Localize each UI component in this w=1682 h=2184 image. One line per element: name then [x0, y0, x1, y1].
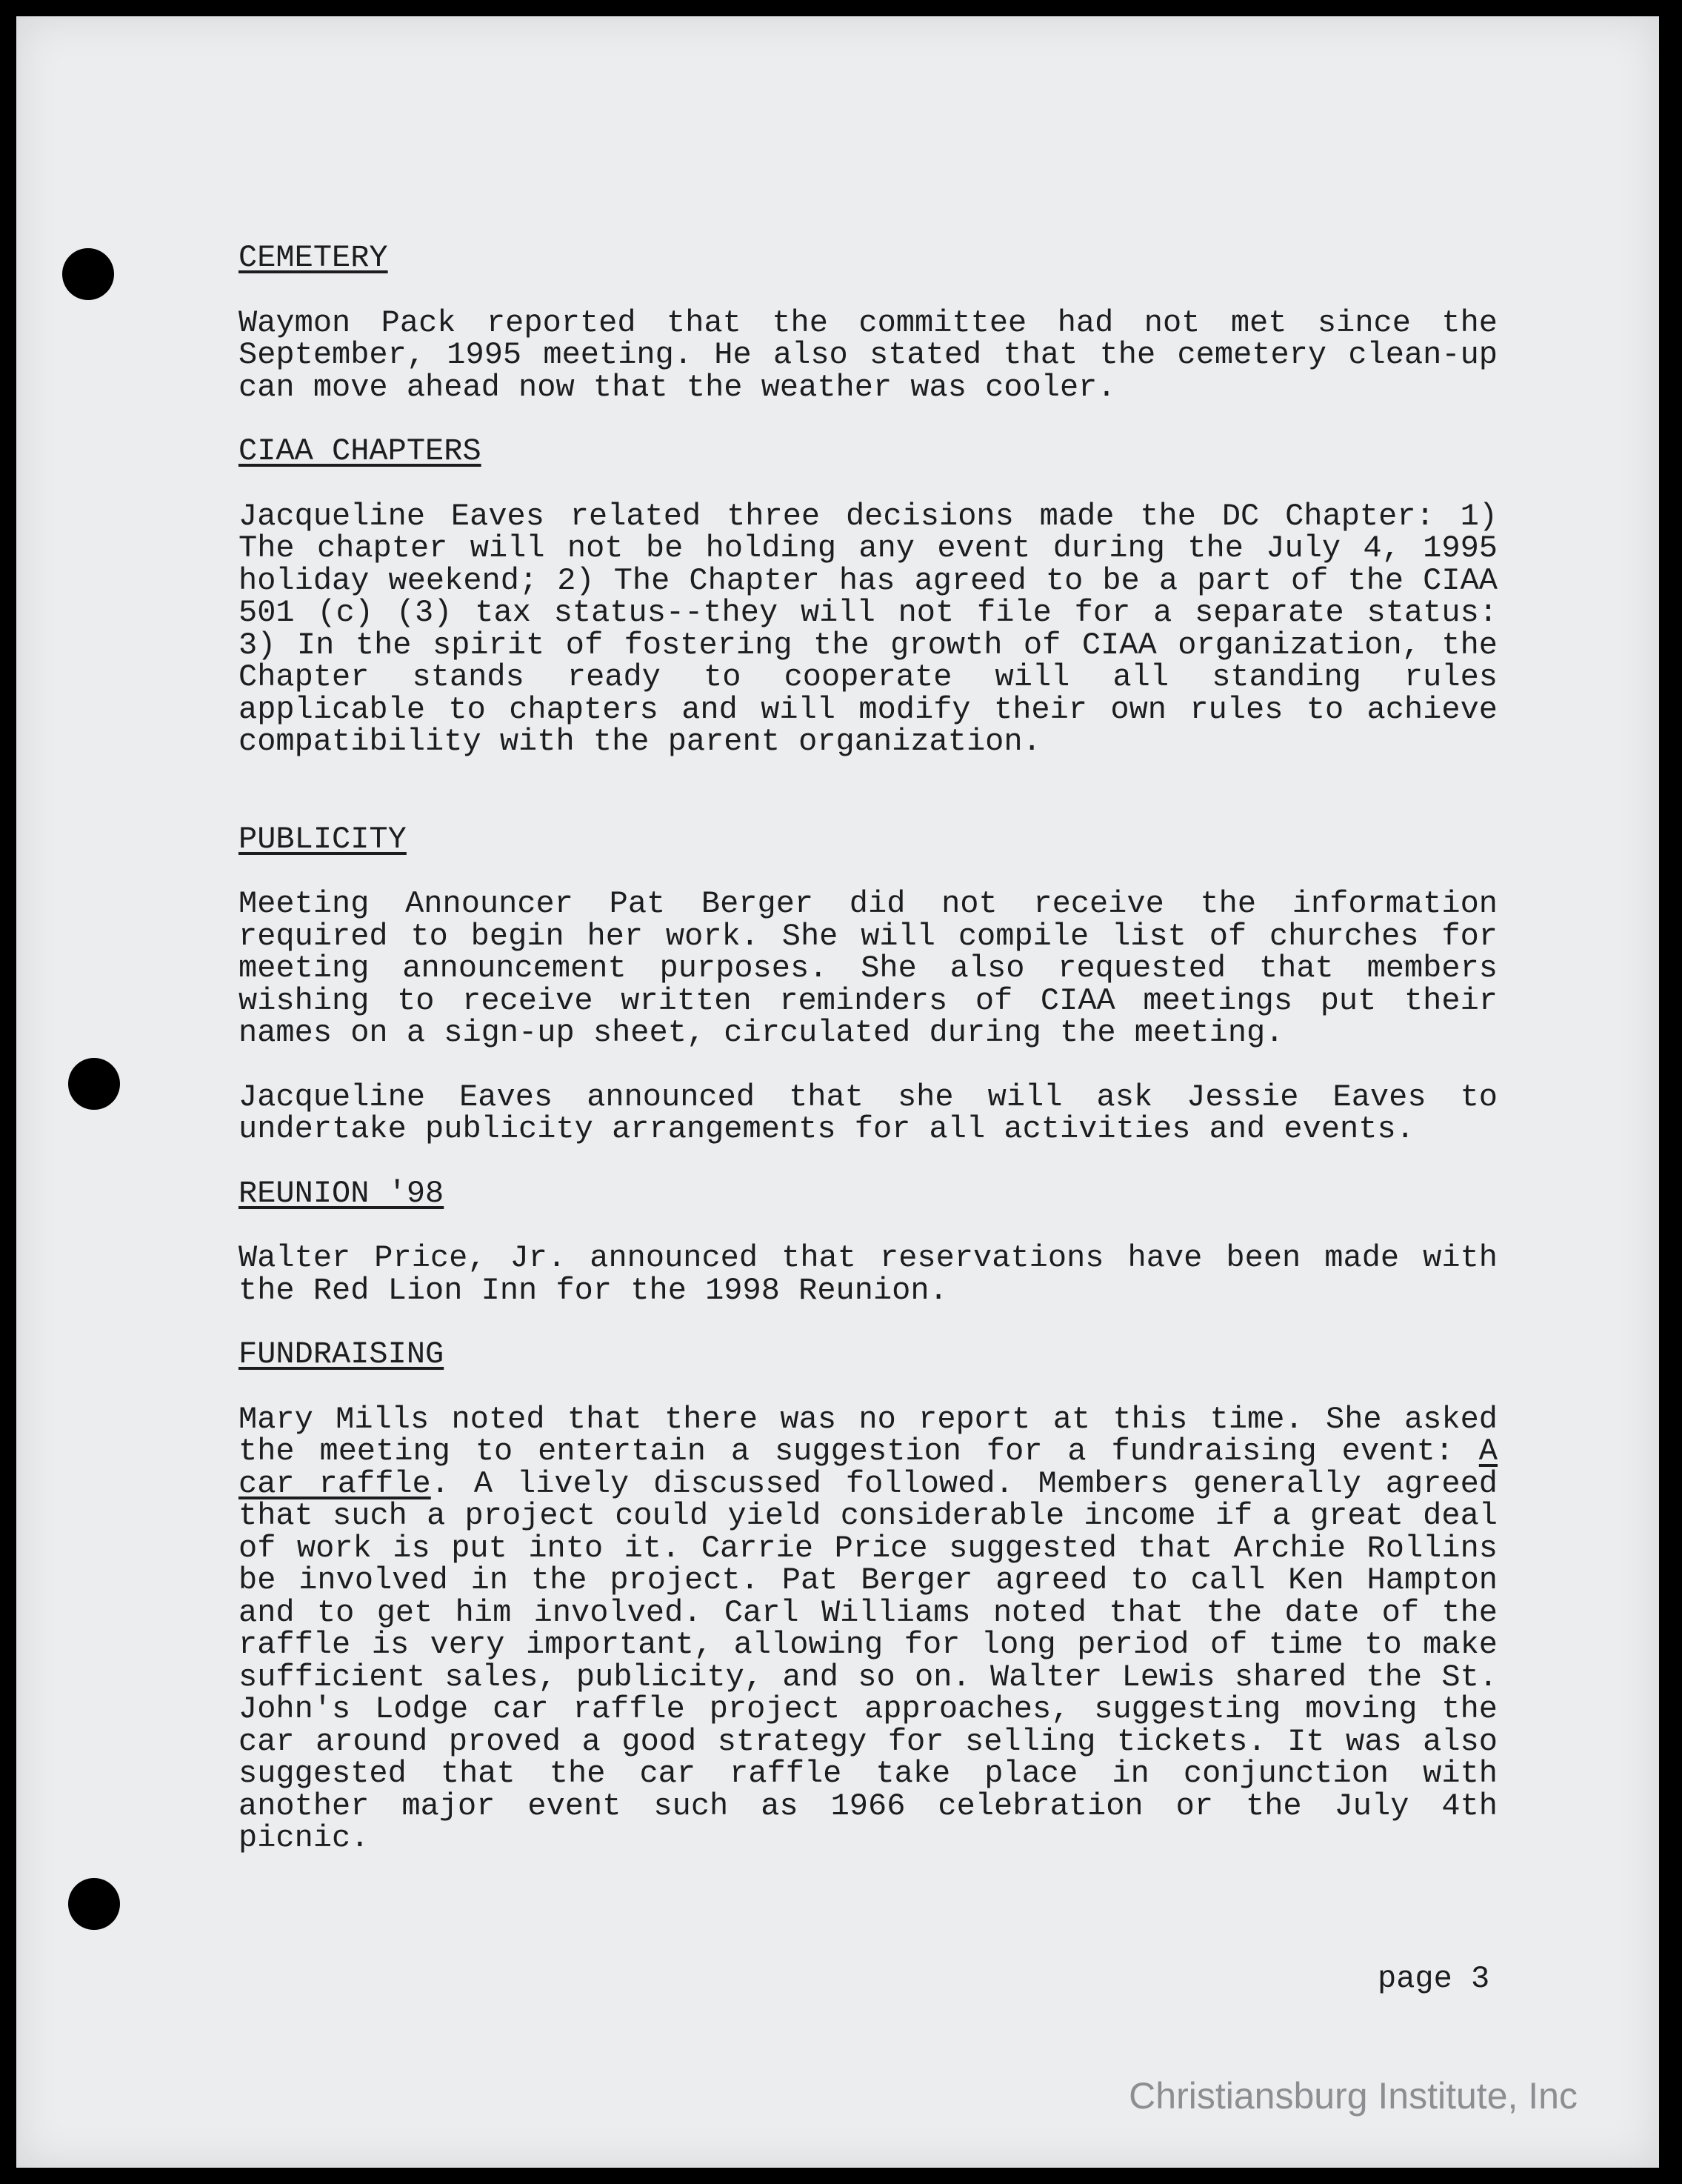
section-heading-fundraising: FUNDRAISING — [238, 1336, 444, 1372]
section-heading-publicity: PUBLICITY — [238, 821, 407, 857]
section-heading-reunion: REUNION '98 — [238, 1175, 444, 1211]
binder-hole-middle — [68, 1058, 120, 1110]
section-heading-ciaa-chapters: CIAA CHAPTERS — [238, 433, 481, 469]
paragraph-publicity-2: Jacqueline Eaves announced that she will ask Jessie Eaves to undertake publicity arrangements for all activities and events. — [238, 1079, 1498, 1147]
document-page — [16, 16, 1659, 2168]
paragraph-reunion: Walter Price, Jr. announced that reservations have been made with the Red Lion Inn for the 1998 Reunion. — [238, 1240, 1498, 1308]
binder-hole-top — [62, 248, 114, 300]
page-number: page 3 — [1378, 1961, 1490, 1997]
section-heading-cemetery: CEMETERY — [238, 240, 388, 276]
paragraph-fundraising — [238, 1401, 1498, 1856]
fundraising-car-raffle-emphasis: A car raffle — [238, 1434, 1498, 1502]
binder-hole-bottom — [68, 1878, 120, 1930]
fundraising-text-start: Mary Mills noted that there was no report at this time. She asked the meeting to entertain a suggestion for a fundraising event: — [238, 1401, 1498, 1469]
paragraph-publicity-1: Meeting Announcer Pat Berger did not receive the information required to begin her work. She will compile list of churches for meeting announcement purposes. She also requested that members wishing to receive written reminders of CIAA meetings put their names on a sign-up sheet, circulated during the meeting. — [238, 886, 1498, 1051]
document-body — [238, 242, 1498, 1855]
paragraph-ciaa-chapters: Jacqueline Eaves related three decisions made the DC Chapter: 1) The chapter will not be holding any event during the July 4, 1995 holiday weekend; 2) The Chapter has agreed to be a part of the CIAA 501 (c) (3) tax status--they will not file for a separate status: 3) In the spirit of fostering the growth of CIAA organization, the Chapter stands ready to cooperate will all standing rules applicable to chapters and will modify their own rules to achieve compatibility with the parent organization. — [238, 498, 1498, 759]
fundraising-text-rest: . A lively discussed followed. Members generally agreed that such a project could yield considerable income if a great deal of work is put into it. Carrie Price suggested that Archie Rollins be involved in the project. Pat Berger agreed to call Ken Hampton and to get him involved. Carl Williams noted that the date of the raffle is very important, allowing for long period of time to make sufficient sales, publicity, and so on. Walter Lewis shared the St. John's Lodge car raffle project approaches, suggesting moving the car around proved a good strategy for selling tickets. It was also suggested that the car raffle take place in conjunction with another major event such as 1966 celebration or the July 4th picnic. — [238, 1465, 1498, 1856]
watermark: Christiansburg Institute, Inc — [1129, 2075, 1578, 2117]
paragraph-cemetery: Waymon Pack reported that the committee had not met since the September, 1995 meeting. He also stated that the cemetery clean-up can move ahead now that the weather was cooler. — [238, 304, 1498, 405]
